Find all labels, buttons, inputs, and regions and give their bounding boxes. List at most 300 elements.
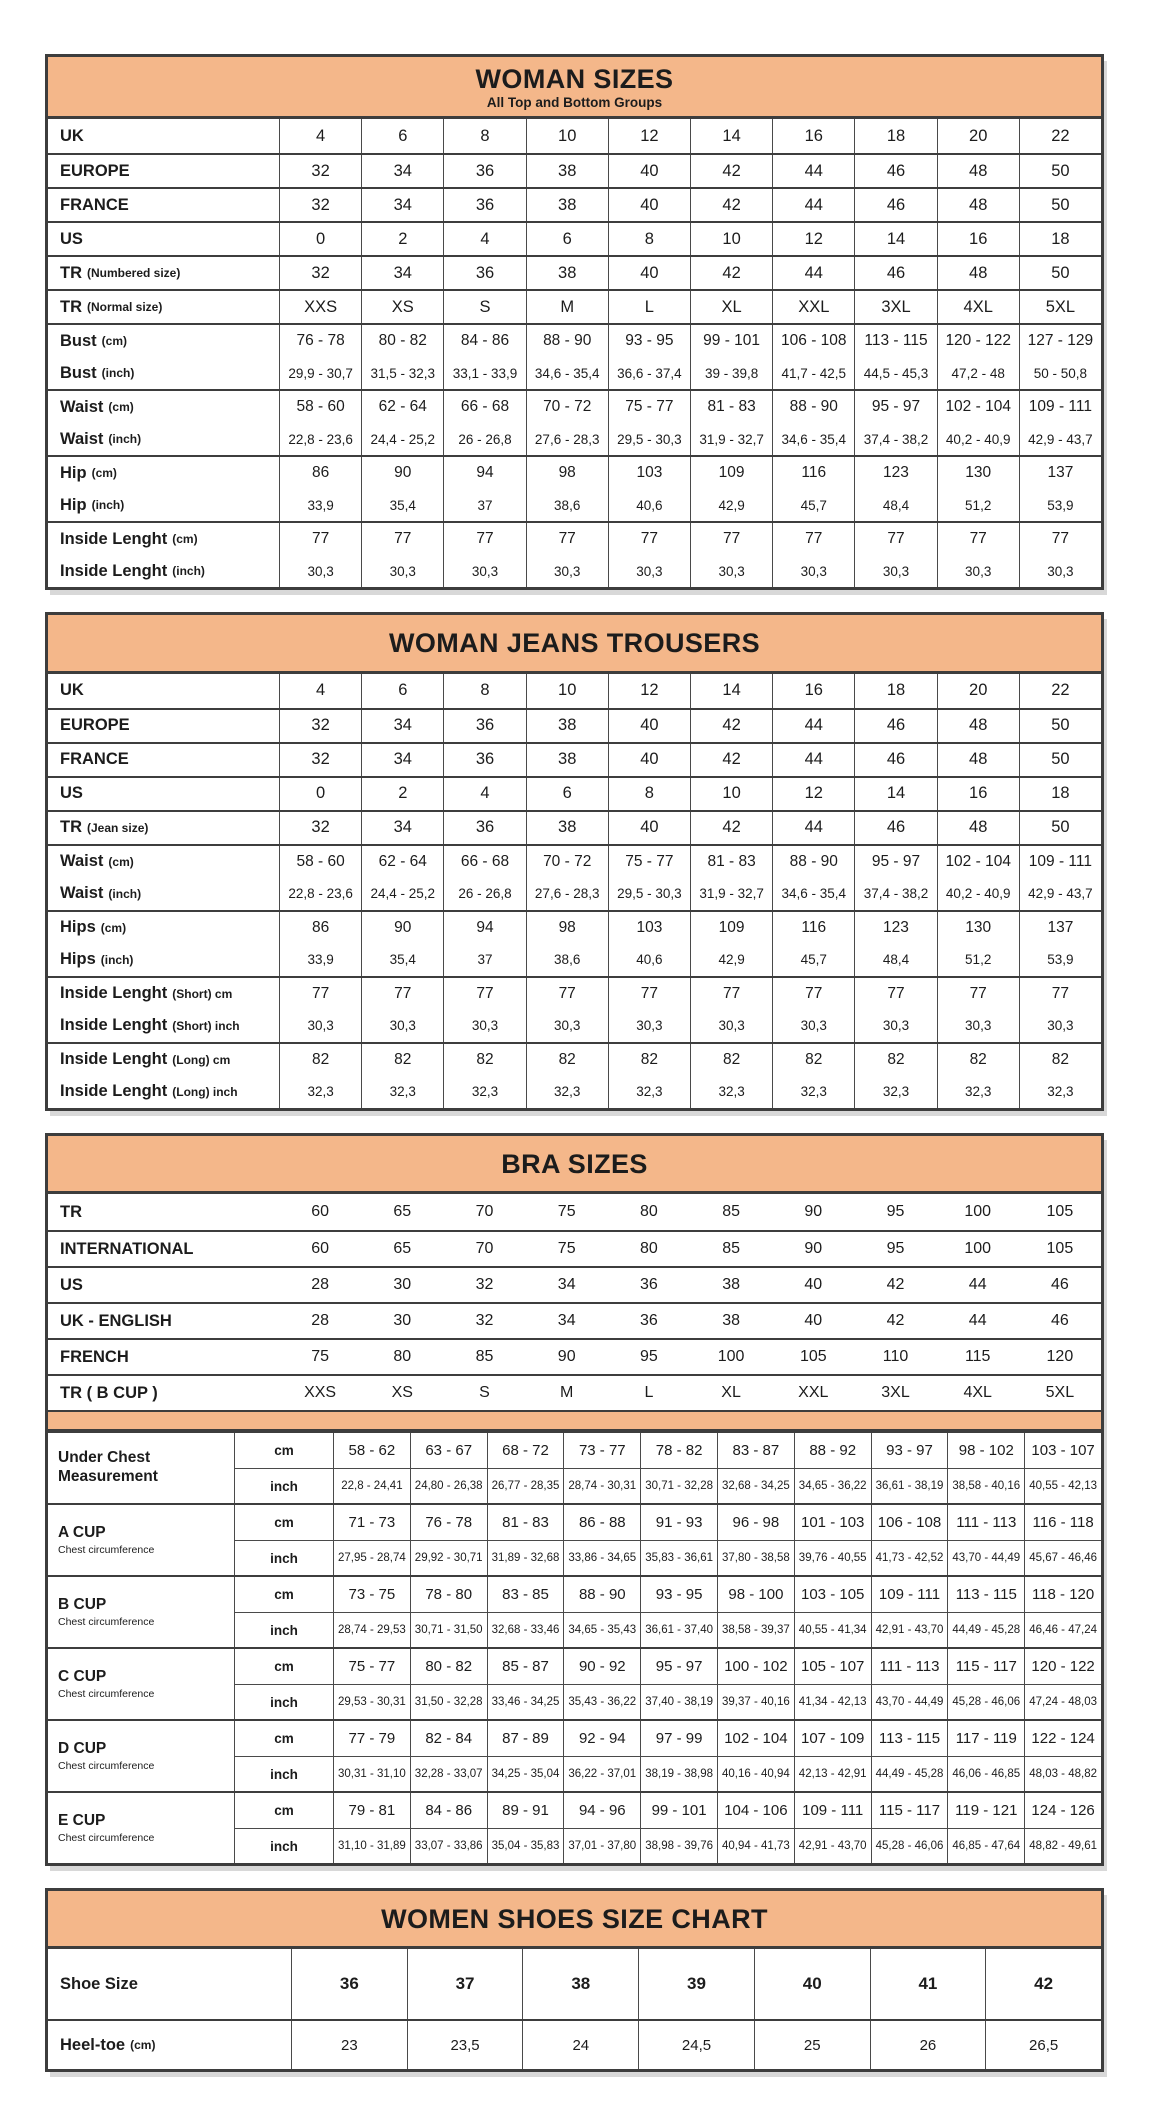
cell-value: 90 - 92 [578, 1658, 626, 1676]
row-label-line [60, 457, 279, 489]
table-row [48, 1266, 1101, 1302]
cell-value: 39,76 - 40,55 [798, 1552, 867, 1565]
cell-value: 50 [1051, 263, 1070, 282]
cell [794, 1793, 871, 1828]
cell-value: 38 [722, 1312, 740, 1330]
cell-value: 68 - 72 [502, 1442, 549, 1460]
cell-value: 76 - 78 [296, 332, 345, 350]
cell-value: 30,3 [471, 1018, 499, 1034]
cell [947, 1540, 1024, 1575]
cell-value: 65 [393, 1240, 412, 1258]
cell [690, 1268, 772, 1302]
cell [608, 1340, 690, 1374]
cell [854, 846, 936, 910]
cell [410, 1649, 487, 1684]
cell [794, 1433, 871, 1468]
cell-value: 70 [475, 1203, 494, 1221]
unit-label: cm [274, 1515, 294, 1531]
woman-jeans-body [48, 674, 1101, 1108]
cell [772, 189, 854, 221]
cell [361, 1304, 443, 1338]
cell-value: 37,80 - 38,58 [722, 1552, 790, 1565]
cell [526, 778, 608, 810]
cell-value: 30 [393, 1312, 412, 1330]
cell-value: 24,80 - 26,38 [414, 1480, 483, 1493]
cell [1024, 1468, 1101, 1503]
row-label-text: Heel-toe [60, 2035, 126, 2054]
cell [608, 391, 690, 455]
cell-value: 4 [316, 126, 326, 145]
cell-value: 45,28 - 46,06 [952, 1696, 1021, 1709]
cell [279, 1340, 361, 1374]
cell-value: 94 - 96 [578, 1802, 626, 1820]
cell-value: 115 [964, 1348, 991, 1366]
inch-line [280, 1010, 361, 1042]
cell-value: 85 - 87 [502, 1658, 549, 1676]
cell [690, 978, 772, 1042]
cm-line [855, 457, 936, 489]
cell [1024, 1649, 1101, 1684]
row-label-note: (cm) [101, 334, 128, 349]
cell-value: 130 [965, 464, 992, 482]
cell-value: 16 [969, 229, 988, 248]
cell [361, 1340, 443, 1374]
row-label-text: Inside Lenght [60, 984, 168, 1003]
cell-value: 77 [887, 530, 905, 548]
inch-line [527, 878, 608, 910]
cell-value: 39,37 - 40,16 [722, 1696, 790, 1709]
cell-value: 76 - 78 [425, 1514, 473, 1532]
inch-line [855, 489, 936, 521]
cell-value: 95 - 97 [871, 398, 921, 416]
cell [947, 1505, 1024, 1540]
cell-value: 30,3 [882, 1018, 910, 1034]
pair-row [48, 521, 1101, 587]
cell [638, 1949, 754, 2019]
cell [1024, 1828, 1101, 1863]
cm-line [855, 846, 936, 878]
cell [608, 291, 690, 323]
cell-value: 48 [969, 750, 988, 769]
cell-value: 40,55 - 42,13 [1029, 1480, 1097, 1493]
cell [690, 674, 772, 708]
cell [717, 1684, 794, 1719]
row-label-text: Waist [60, 397, 104, 416]
cell [410, 1756, 487, 1791]
cup-subtitle: Chest circumference [58, 1831, 155, 1844]
cell-value: 82 [311, 1050, 330, 1068]
cm-line [280, 912, 361, 944]
cell [487, 1577, 564, 1612]
cell [854, 674, 936, 708]
cm-line [855, 523, 936, 555]
inch-line [691, 555, 772, 587]
cell [947, 1433, 1024, 1468]
cell-value: 38,19 - 38,98 [645, 1768, 713, 1781]
cell [443, 391, 525, 455]
cell [608, 1268, 690, 1302]
cell-value: 120 - 122 [945, 332, 1011, 350]
cell-value: 116 [801, 918, 827, 936]
cell-value: 53,9 [1047, 497, 1074, 513]
cm-line [609, 846, 690, 878]
cm-line [855, 1044, 936, 1076]
cell [443, 778, 525, 810]
cell [772, 710, 854, 742]
cell-value: 90 [394, 918, 412, 936]
cell [443, 978, 525, 1042]
row-label-text: Hip [60, 463, 87, 482]
cell [361, 812, 443, 844]
inch-line [773, 423, 854, 455]
cell-value: 37 [477, 497, 493, 513]
cell-value: 26 [919, 2036, 937, 2054]
inch-line [362, 489, 443, 521]
cell-value: 40 [804, 1312, 823, 1330]
inch-line [691, 423, 772, 455]
cell [526, 812, 608, 844]
cell-value: 30,3 [471, 563, 499, 579]
cell-value: 46 [886, 263, 906, 282]
cell [717, 1612, 794, 1647]
unit-label: inch [270, 1838, 298, 1854]
row-label [48, 1649, 234, 1719]
cm-line [1020, 912, 1101, 944]
inch-line [609, 555, 690, 587]
cell [772, 1194, 854, 1230]
cell-value: 109 [718, 918, 745, 936]
row-label [48, 1304, 279, 1338]
cell-value: 94 [476, 464, 494, 482]
cell [361, 223, 443, 255]
cell-value: 34,6 - 35,4 [534, 365, 600, 381]
row-label-note: (inch) [108, 886, 142, 901]
cell [1019, 457, 1101, 521]
cell-value: 40,16 - 40,94 [722, 1768, 790, 1781]
unit-cell [234, 1540, 333, 1575]
cell-value: 75 - 77 [348, 1658, 396, 1676]
cell [717, 1468, 794, 1503]
inch-line [362, 555, 443, 587]
cell-value: 44 [968, 1276, 987, 1294]
cell [937, 391, 1019, 455]
cell [794, 1612, 871, 1647]
cell-value: 86 - 88 [578, 1514, 626, 1532]
row-label-line [60, 846, 279, 878]
cell-value: 2 [398, 229, 408, 248]
cm-line [280, 457, 361, 489]
cell [361, 457, 443, 521]
cell [690, 325, 772, 389]
cell-value: 105 - 107 [801, 1658, 865, 1676]
cell [526, 674, 608, 708]
cell [361, 1376, 443, 1410]
cell [717, 1540, 794, 1575]
cell-value: 39 - 39,8 [704, 365, 759, 381]
inch-line [527, 1010, 608, 1042]
cell [937, 119, 1019, 153]
cell [526, 710, 608, 742]
cell-value: 90 [804, 1240, 823, 1258]
cell [754, 2021, 870, 2069]
cell-value: 30,3 [554, 1018, 581, 1034]
cell [563, 1756, 640, 1791]
cell-value: 32 [311, 263, 330, 282]
cell [410, 1721, 487, 1756]
cell [333, 1505, 410, 1540]
cell-value: 88 - 90 [789, 398, 838, 416]
woman-sizes-table [45, 54, 1104, 590]
inch-line [444, 1010, 525, 1042]
cell-value: 98 [558, 464, 576, 482]
cell-value: 60 [311, 1203, 329, 1221]
cell-value: 3XL [881, 297, 911, 316]
cell [871, 1684, 948, 1719]
cell-value: 40 [640, 818, 659, 837]
row-label [48, 1433, 234, 1503]
cell-value: 30,3 [800, 563, 827, 579]
cell [717, 1505, 794, 1540]
inch-line [609, 1076, 690, 1108]
cell-value: 118 - 120 [1031, 1586, 1095, 1604]
cell-value: 34 [393, 818, 412, 837]
cm-line [609, 391, 690, 423]
inch-line [691, 357, 772, 389]
cell [772, 391, 854, 455]
row-label-note: (cm) [100, 920, 127, 935]
cell [279, 457, 361, 521]
cell-value: 24,5 [681, 2036, 712, 2054]
woman-sizes-body [48, 119, 1101, 587]
cell [487, 1649, 564, 1684]
cell [526, 257, 608, 289]
cm-line [773, 523, 854, 555]
woman-jeans-table [45, 612, 1104, 1110]
cell [854, 457, 936, 521]
cell-value: XXL [798, 297, 830, 316]
inch-line [855, 878, 936, 910]
unit-cell [234, 1721, 333, 1756]
cm-line [855, 391, 936, 423]
inch-line [609, 878, 690, 910]
cell-value: 26,5 [1029, 2036, 1059, 2054]
cm-line [444, 978, 525, 1010]
inch-line [444, 489, 525, 521]
cell-value: 53,9 [1047, 952, 1074, 968]
cell-value: 44 [968, 1312, 987, 1330]
table-row [48, 776, 1101, 810]
cell-value: 50 - 50,8 [1033, 365, 1088, 381]
row-label-text: Hip [60, 495, 87, 514]
row-label-text: Inside Lenght [60, 1016, 168, 1035]
cell-value: 95 - 97 [655, 1658, 703, 1676]
unit-cell [234, 1793, 333, 1828]
cm-line [527, 523, 608, 555]
row-label-text: UK - ENGLISH [60, 1311, 172, 1330]
inch-line [1020, 555, 1101, 587]
cell [487, 1721, 564, 1756]
cell [870, 1949, 986, 2019]
cell-value: S [479, 297, 491, 316]
cell [1019, 1044, 1101, 1108]
cm-line [362, 978, 443, 1010]
inch-line [691, 1010, 772, 1042]
cell [279, 846, 361, 910]
inch-line [855, 1010, 936, 1042]
cell-value: 29,92 - 30,71 [414, 1552, 483, 1565]
cell-value: 34,65 - 35,43 [568, 1624, 637, 1637]
cm-line [691, 1044, 772, 1076]
cell-value: 105 [1046, 1240, 1074, 1258]
cell [772, 744, 854, 776]
cell-value: 32,3 [882, 1084, 910, 1100]
cm-line [773, 846, 854, 878]
row-label-text: Inside Lenght [60, 1050, 168, 1069]
cell-value: 8 [644, 784, 654, 803]
cell-value: 29,9 - 30,7 [288, 365, 353, 381]
cell [443, 1232, 525, 1266]
cm-line [280, 325, 361, 357]
cell-value: 34,6 - 35,4 [781, 886, 847, 902]
inch-line [280, 489, 361, 521]
cell [937, 674, 1019, 708]
cell-value: 32 [311, 716, 330, 735]
row-label-text: TR [60, 297, 82, 316]
cell [1019, 1304, 1101, 1338]
cell-value: 2 [398, 784, 408, 803]
cell-value: 87 - 89 [502, 1730, 549, 1748]
cell-value: 109 - 111 [1028, 852, 1092, 870]
cell [608, 119, 690, 153]
cell-value: 30,3 [1047, 563, 1074, 579]
inch-line [444, 944, 525, 976]
cell-value: XXS [304, 1384, 337, 1402]
inch-line [691, 878, 772, 910]
cell [279, 812, 361, 844]
cell [291, 2021, 407, 2069]
cell-value: 42 [722, 161, 741, 180]
cell-value: 36 [339, 1974, 359, 1994]
cell-value: 103 - 107 [1031, 1442, 1095, 1460]
cell [947, 1684, 1024, 1719]
cell-value: 18 [886, 681, 906, 700]
cell-value: 77 [640, 530, 659, 548]
cell-value: 110 [882, 1348, 909, 1366]
inch-line [773, 555, 854, 587]
cm-line [938, 391, 1019, 423]
cup-group [48, 1791, 1101, 1863]
cell-value: 123 [883, 918, 909, 936]
cell [772, 1044, 854, 1108]
cell [608, 1304, 690, 1338]
cell-value: 66 - 68 [460, 852, 510, 870]
cell [717, 1828, 794, 1863]
cell-value: 31,5 - 32,3 [370, 365, 436, 381]
cell [1019, 912, 1101, 976]
cell-value: 38 [722, 1276, 740, 1294]
cell-value: 88 - 90 [578, 1586, 626, 1604]
cell-value: 44 [804, 716, 823, 735]
row-label-text: US [60, 1275, 83, 1294]
cell [947, 1612, 1024, 1647]
cell [854, 1304, 936, 1338]
cell [871, 1612, 948, 1647]
cell-value: 43,70 - 44,49 [952, 1552, 1021, 1565]
cell-value: 32 [475, 1312, 494, 1330]
cell [410, 1612, 487, 1647]
cell-value: 77 [311, 984, 330, 1002]
inch-line [1020, 489, 1101, 521]
cup-group [48, 1431, 1101, 1503]
cell-value: 36 [475, 818, 495, 837]
cell [1019, 291, 1101, 323]
cm-line [1020, 391, 1101, 423]
cell [690, 1376, 772, 1410]
cell [854, 325, 936, 389]
cell [361, 1044, 443, 1108]
cell [526, 189, 608, 221]
cell [443, 325, 525, 389]
shoes-body [48, 1949, 1101, 2069]
row-label [48, 391, 279, 455]
row-label-note: (Short) cm [172, 986, 233, 1001]
cell-value: 40,2 - 40,9 [945, 431, 1011, 447]
cell-value: 51,2 [965, 497, 992, 513]
cell [487, 1793, 564, 1828]
cell [772, 778, 854, 810]
cell-value: 24 [572, 2036, 590, 2054]
cell [563, 1721, 640, 1756]
row-label-note: (inch) [172, 564, 205, 579]
cell [854, 257, 936, 289]
cell [937, 1194, 1019, 1230]
pair-row [48, 910, 1101, 976]
cell-value: 82 [640, 1050, 659, 1068]
cell-value: 42 [722, 263, 741, 282]
cell-value: 50 [1051, 161, 1070, 180]
cell [522, 1949, 638, 2019]
unit-cell [234, 1505, 333, 1540]
cell [526, 119, 608, 153]
pair-row [48, 1042, 1101, 1108]
cell-value: 45,7 [800, 952, 827, 968]
cell-value: 84 - 86 [425, 1802, 473, 1820]
cell-value: 32,3 [1047, 1084, 1074, 1100]
cell [1024, 1756, 1101, 1791]
cell [854, 978, 936, 1042]
cell-value: 82 [887, 1050, 905, 1068]
inch-line [527, 1076, 608, 1108]
cell-value: 115 - 117 [878, 1802, 941, 1820]
cm-line [691, 523, 772, 555]
cell-value: 22 [1051, 681, 1070, 700]
row-label-line [60, 423, 279, 455]
cell-value: 93 - 97 [886, 1442, 933, 1460]
cell [608, 812, 690, 844]
cell-value: 46 [886, 750, 906, 769]
cell [937, 1044, 1019, 1108]
cell [640, 1721, 717, 1756]
cell [640, 1793, 717, 1828]
inch-line [691, 489, 772, 521]
row-label-note: (inch) [100, 952, 134, 967]
cell-value: 100 - 102 [724, 1658, 788, 1676]
cell-value: 102 - 104 [724, 1730, 788, 1748]
cm-line [609, 912, 690, 944]
cell [690, 223, 772, 255]
cell [854, 912, 936, 976]
cell-value: 36 [475, 716, 495, 735]
